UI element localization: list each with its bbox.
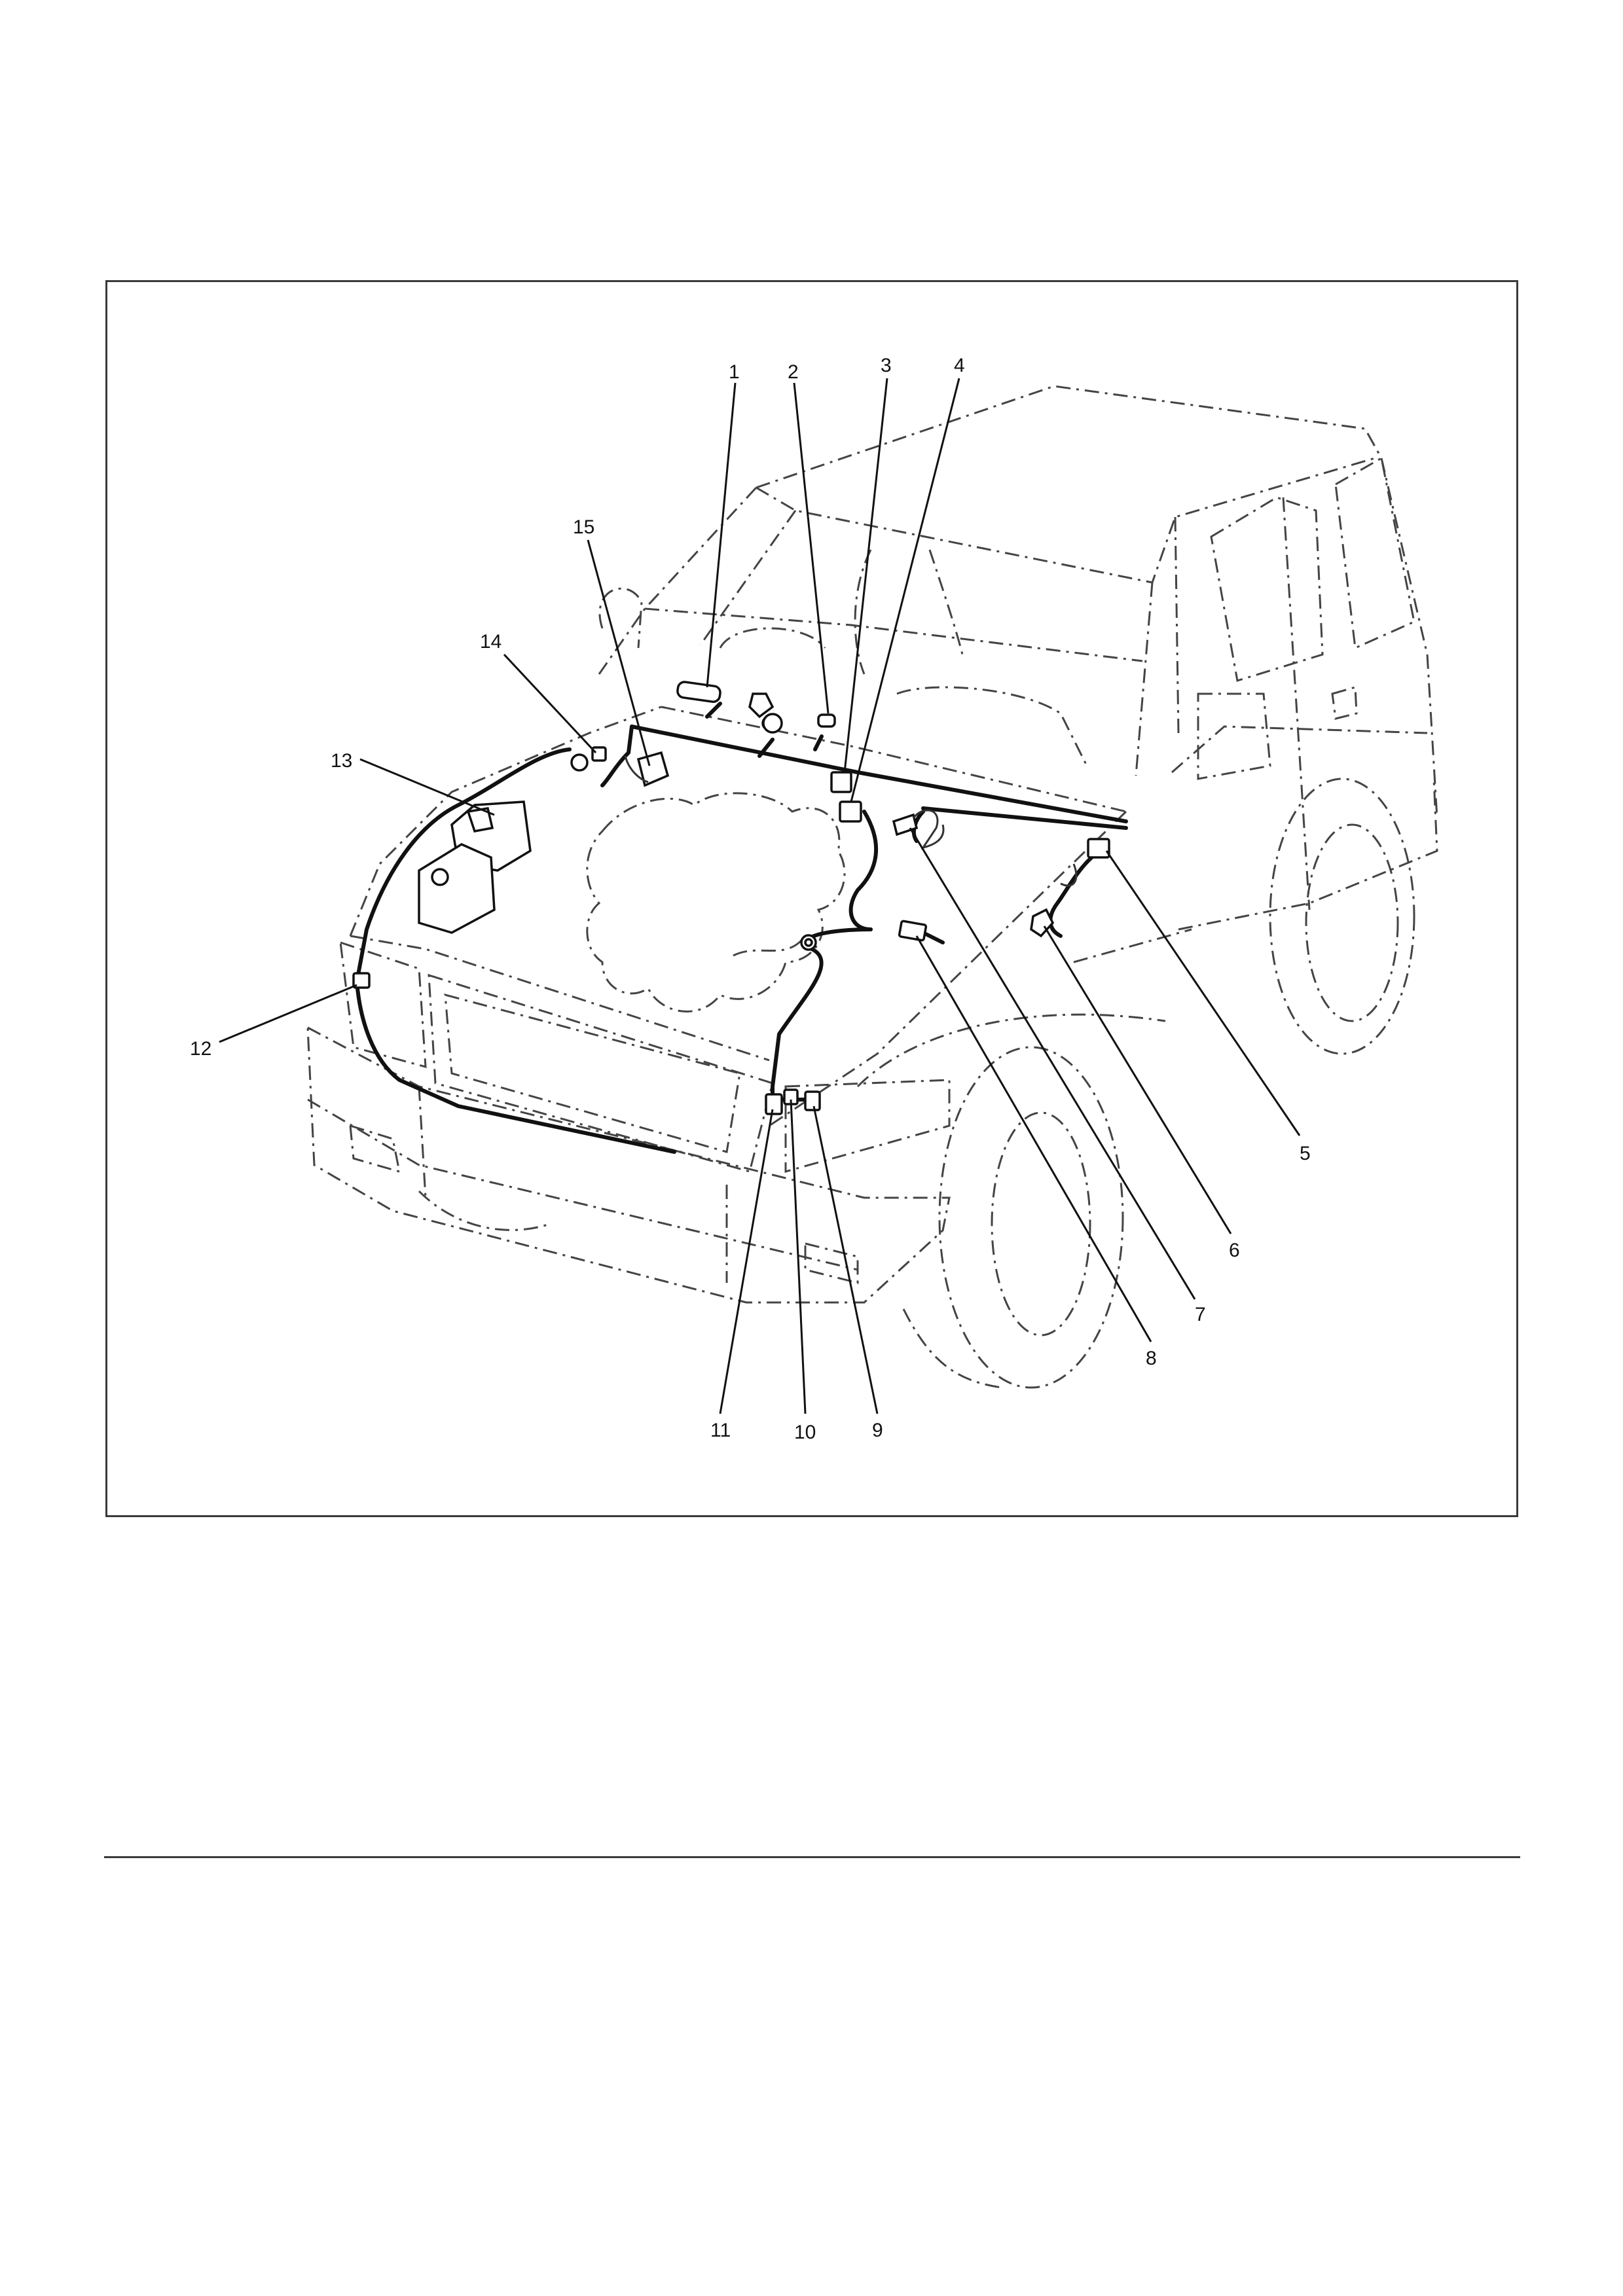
battery [419,844,494,933]
callout-9: 9 [872,1420,883,1441]
component-1-fuse-block [677,681,721,703]
callout-4: 4 [954,355,965,376]
callout-8: 8 [1146,1348,1157,1369]
callout-14: 14 [480,631,502,653]
callout-6: 6 [1229,1240,1240,1261]
component-5-connector [1088,839,1109,857]
component-4-connector [840,802,861,821]
component-9-connector [805,1092,820,1110]
callout-2: 2 [788,361,799,383]
callout-11: 11 [710,1420,731,1441]
component-11-connector [766,1094,782,1114]
callout-13: 13 [331,750,353,772]
wiring-harness [357,704,1126,1152]
component-3-connector [831,772,851,792]
component-8-connector [899,921,926,941]
callout-1: 1 [729,361,740,383]
callout-10: 10 [794,1422,816,1443]
callout-labels [190,355,1311,1443]
component-14-connector [593,747,606,761]
callout-3: 3 [881,355,892,376]
callout-12: 12 [190,1038,212,1060]
callout-5: 5 [1300,1143,1311,1164]
callout-7: 7 [1195,1304,1206,1325]
page-divider-rule [104,1856,1520,1858]
callout-15: 15 [573,516,595,538]
component-2-connector [818,715,835,726]
